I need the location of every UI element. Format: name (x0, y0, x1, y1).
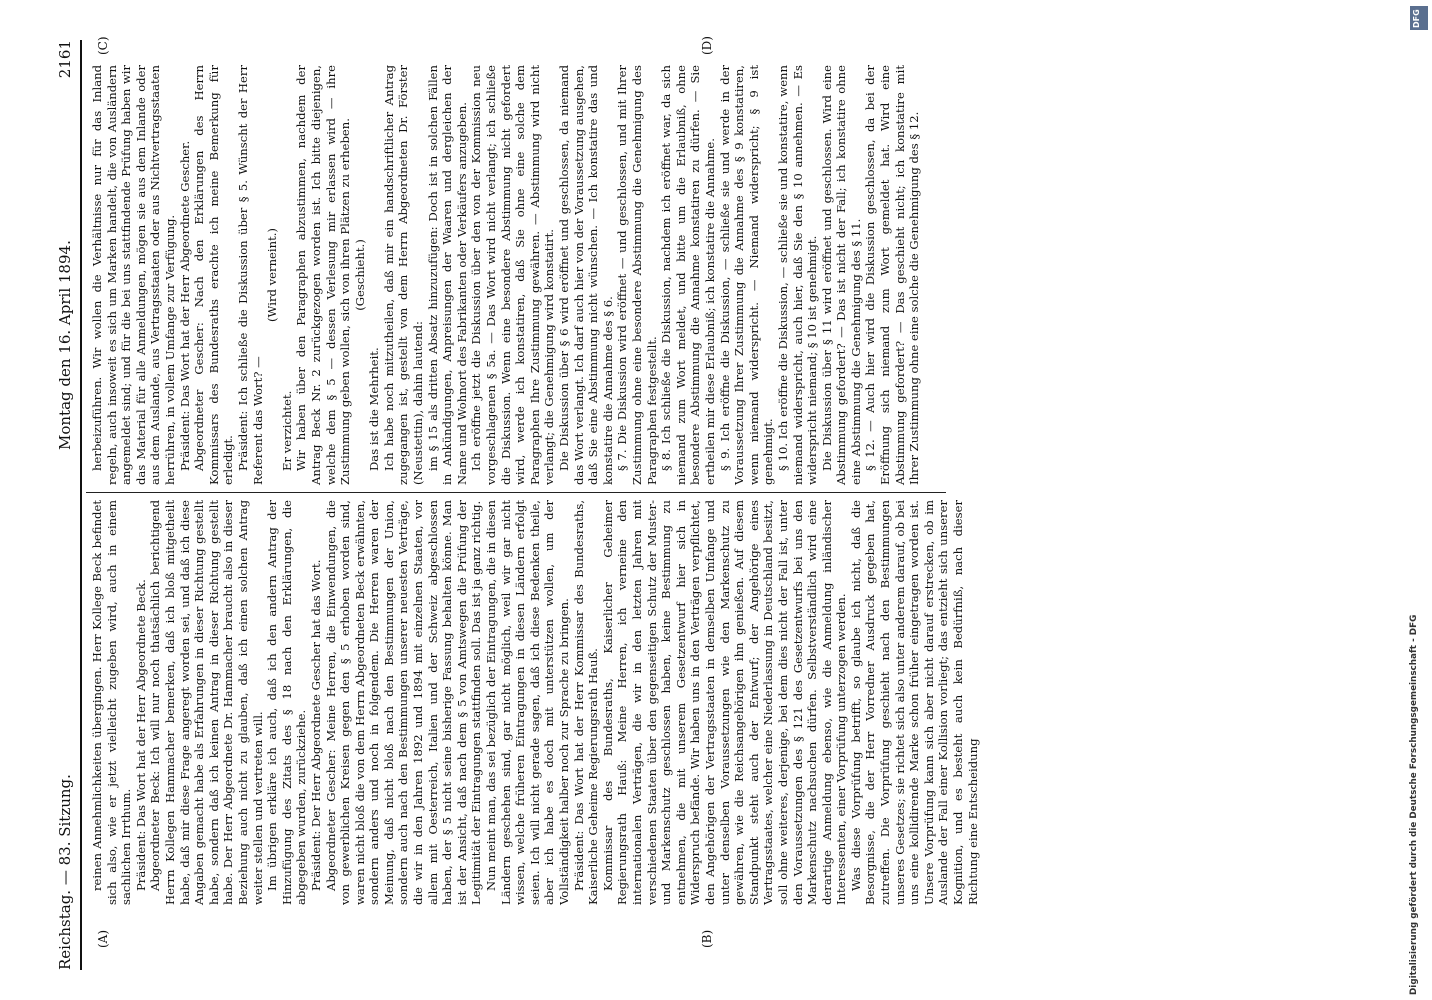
text-column-right (90, 65, 922, 485)
paragraph: Präsident: Ich schließe die Diskussion über § 5. Wünscht der Herr Referent das Wort? — (235, 65, 265, 485)
paragraph: § 8. Ich schließe die Diskussion, nachdem ich eröffnet war, da sich niemand zum Wort meldet, und bitte um die Erlaubniß, ohne besondere Abstimmung die Annahme konstatiren zu dürfen. — Sie ertheilen mir diese Erlaubniß; ich konstatire die Annahme. (659, 65, 717, 485)
paragraph: § 9. Ich eröffne die Diskussion, — schließe sie und werde in der Voraussetzung Ihrer Zustimmung die Annahme des § 9 konstatiren, wenn niemand widerspricht. — Niemand widerspricht; § 9 ist genehmigt. (717, 65, 776, 485)
paragraph: Abgeordneter Gescher: Nach den Erklärungen des Herrn Kommissars des Bundesraths erachte ich meine Bemerkung für erledigt. (192, 65, 236, 485)
column-divider (86, 492, 946, 493)
page-header (56, 40, 76, 970)
page-number: 2161 (56, 40, 74, 79)
paragraph: § 12. — Auch hier wird die Diskussion geschlossen, da bei der Eröffnung sich niemand zum Wort gemeldet hat. Wird eine Abstimmung gefordert? — Das geschieht nicht; ich konstatire mit Ihrer Zustimmung ohne eine solche die Genehmigung des § 12. (863, 65, 922, 485)
paragraph: (Geschieht.) (352, 239, 367, 311)
paragraph: Ich habe noch mitzutheilen, daß mir ein handschriftlicher Antrag zugegangen ist, gestellt von dem Herrn Abgeordneten Dr. Förster (Neustettin), dahin lautend: (381, 65, 426, 485)
paragraph: (Wird verneint.) (265, 228, 280, 322)
paragraph: Er verzichtet. (279, 390, 294, 471)
paragraph: Im übrigen erkläre ich auch, daß ich den andern Antrag der Hinzufügung des Zitats des § 18 nach den Erklärungen, die abgegeben wurden, zurückziehe. (265, 500, 309, 905)
text-column-left (90, 500, 980, 905)
paragraph: Abgeordneter Gescher: Meine Herren, die Einwendungen, die von gewerblichen Kreisen gegen den § 5 erhoben worden sind, waren nicht bloß die von dem Herrn Abgeordneten Beck erwähnten, sondern anders und noch in folgendem. Die Herren waren der Meinung, daß nicht bloß nach den Bestimmungen der Union, sondern auch nach den Bestimmungen unserer neuesten Verträge, die wir in den Jahren 1892 und 1894 mit einzelnen Staaten, vor allem mit Oesterreich, Italien und der Schweiz abgeschlossen haben, der § 5 nicht seine bisherige Fassung behalten könne. Man ist der Ansicht, daß nach dem § 5 von Amtswegen die Prüfung der Legitimität der Eintragungen stattfinden soll. Das ist ja ganz richtig. (323, 500, 484, 905)
paragraph: reinen Annehmlichkeiten übergingen. Herr Kollege Beck befindet sich also, wie er jetzt vielleicht zugeben wird, auch in einem sachlichen Irrthum. (90, 500, 134, 905)
paragraph: § 7. Die Diskussion wird eröffnet — und geschlossen, und mit Ihrer Zustimmung ohne eine besondere Abstimmung die Genehmigung des Paragraphen festgestellt. (615, 65, 659, 485)
dfg-logo: DFG (1410, 6, 1428, 30)
paragraph: § 10. Ich eröffne die Diskussion, — schließe sie und konstatire, wenn niemand widerspricht, auch hier, daß Sie den § 10 annehmen. — Es widerspricht niemand; § 10 ist genehmigt. (775, 65, 820, 485)
paragraph: Die Diskussion über § 11 wird eröffnet und geschlossen. Wird eine Abstimmung gefordert? — Das ist nicht der Fall; ich konstatire ohne eine Abstimmung die Genehmigung des § 11. (819, 65, 863, 485)
paragraph: Nun meint man, das sei bezüglich der Eintragungen, die in diesen Ländern geschehen sind, gar nicht möglich, weil wir gar nicht wissen, welche früheren Eintragungen in diesen Ländern erfolgt seien. Ich will nicht gerade sagen, daß ich diese Bedenken theile, aber ich habe es doch mit unterstützen wollen, um der Vollständigkeit halber noch zur Sprache zu bringen. (484, 500, 571, 905)
header-center: Montag den 16. April 1894. (56, 240, 74, 450)
margin-marker-b: (B) (700, 929, 714, 948)
header-rule (80, 40, 82, 970)
paragraph: Wir haben über den Paragraphen abzustimmen, nachdem der Antrag Beck Nr. 2 zurückgezogen worden ist. Ich bitte diejenigen, welche dem § 5 — dessen Verlesung mir erlassen wird — ihre Zustimmung geben wollen, sich von ihren Plätzen zu erheben. (294, 65, 353, 485)
paragraph: Das ist die Mehrheit. (367, 347, 382, 471)
paragraph: Was diese Vorprüfung betrifft, so glaube ich nicht, daß die Besorgnisse, die der Herr Vorredner Ausdruck gegeben hat, zutreffen. Die Vorprüfung geschieht nach den Bestimmungen unseres Gesetzes; sie richtet sich also unter anderem darauf, ob bei uns eine kollidirende Marke schon früher eingetragen worden ist. Unsere Vorprüfung kann sich aber nicht darauf erstrecken, ob im Auslande der Fall einer Kollision vorliegt; das entzieht sich unserer Kognition, und es besteht auch kein Bedürfniß, nach dieser Richtung eine Entscheidung (848, 500, 980, 905)
paragraph: im § 15 als dritten Absatz hinzuzufügen: Doch ist in solchen Fällen in Ankündigungen, Anpreisungen der Waaren und dergleichen der Name und Wohnort des Fabrikanten oder Verkäufers anzugeben. (425, 65, 469, 485)
paragraph: Die Diskussion über § 6 wird eröffnet und geschlossen, da niemand das Wort verlangt. Ich darf auch hier von der Voraussetzung ausgehen, daß Sie eine Abstimmung nicht wünschen. — Ich konstatire das und konstatire die Annahme des § 6. (557, 65, 615, 485)
header-left: Reichstag. — 83. Sitzung. (56, 774, 74, 970)
paragraph: Abgeordneter Beck: Ich will nur noch thatsächlich berichtigend Herrn Kollegen Hammacher bemerken, daß ich bloß mitgetheilt habe, daß mir diese Frage angeregt worden sei, und daß ich diese Angaben gemacht habe als Erfahrungen in dieser Richtung gestellt habe, sondern daß ich keinen Antrag in dieser Richtung gestellt habe. Der Herr Abgeordnete Dr. Hammacher braucht also in dieser Beziehung auch nicht zu glauben, daß ich einen solchen Antrag weiter stellen und vertreten will. (148, 500, 265, 905)
paragraph: Kommissar des Bundesraths, Kaiserlicher Geheimer Regierungsrath Hauß: Meine Herren, ich verneine den internationalen Verträgen, die wir in den letzten Jahren mit verschiedenen Staaten über den gegenseitigen Schutz der Muster- und Markenschutz geschlossen haben, keine Bestimmung zu entnehmen, die mit unserem Gesetzentwurf hier sich in Widerspruch befände. Wir haben uns in den Verträgen verpflichtet, den Angehörigen der Vertragsstaaten in demselben Umfange und unter denselben Voraussetzungen wie den Markenschutz zu gewähren, wie die Reichsangehörigen ihn genießen. Auf diesem Standpunkt steht auch der Entwurf; der Angehörige eines Vertragsstaates, welcher eine Niederlassung in Deutschland besitzt, soll ohne weiteres, derjenige, bei dem dies nicht der Fall ist, unter den Voraussetzungen des § 121 des Gesetzentwurfs bei uns den Markenschutz nachsuchen dürfen. Selbstverständlich wird eine derartige Anmeldung ebenso, wie die Anmeldung inländischer Interessenten, einer Vorprüfung unterzogen werden. (600, 500, 849, 905)
paragraph: herbeizuführen. Wir wollen die Verhältnisse nur für das Inland regeln, auch insoweit es sich um Marken handelt, die von Ausländern angemeldet sind; und für die bei uns stattfindende Prüfung haben wir das Material für alle Anmeldungen, mögen sie aus dem Inlande oder aus dem Auslande, aus Vertragsstaaten oder aus Nichtvertragsstaaten herrühren, in vollem Umfange zur Verfügung. (90, 65, 177, 485)
digitization-notice (1405, 10, 1427, 995)
paragraph: Ich eröffne jetzt die Diskussion über den von der Kommission neu vorgeschlagenen § 5a. — Das Wort wird nicht verlangt; ich schließe die Diskussion. Wenn eine besondere Abstimmung nicht gefordert wird, werde ich konstatiren, daß Sie ohne eine solche dem Paragraphen Ihre Zustimmung gewähren. — Abstimmung wird nicht verlangt; die Genehmigung wird konstatirt. (469, 65, 557, 485)
margin-marker-a: (A) (96, 929, 110, 948)
margin-marker-c: (C) (96, 36, 110, 55)
margin-marker-d: (D) (700, 36, 714, 55)
digitization-notice-text: Digitalisierung gefördert durch die Deutsche Forschungsgemeinschaft - DFG (1409, 614, 1419, 995)
paragraph: Präsident: Das Wort hat der Herr Abgeordnete Beck. (133, 579, 148, 891)
paragraph: Präsident: Das Wort hat der Herr Abgeordnete Gescher. (177, 140, 192, 471)
paragraph: Präsident: Das Wort hat der Herr Kommissar des Bundesraths, Kaiserliche Geheime Regierungsrath Hauß. (571, 500, 601, 905)
paragraph: Präsident: Der Herr Abgeordnete Gescher hat das Wort. (308, 559, 323, 891)
